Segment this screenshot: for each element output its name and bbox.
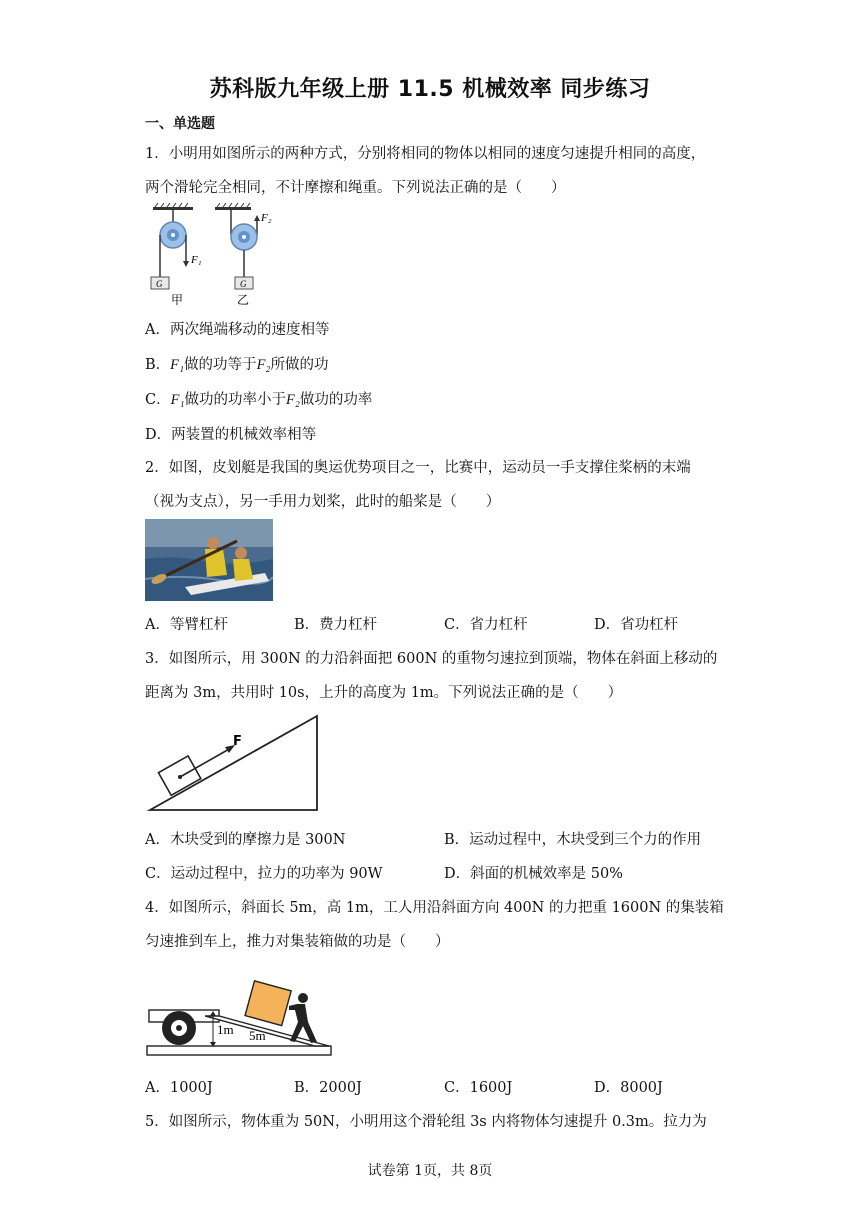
- q1-stem-line2: 两个滑轮完全相同，不计摩擦和绳重。下列说法正确的是（ ）: [145, 180, 566, 196]
- q1-pulley-figure: [145, 203, 285, 307]
- q1-ceiling-left: [153, 207, 193, 210]
- q2-canoe-photo: [145, 519, 273, 601]
- q1-option-d[interactable]: D．两装置的机械效率相等: [145, 427, 317, 443]
- q1-f1-arrow: [183, 261, 189, 267]
- svg-text:G: G: [240, 279, 247, 289]
- q1-label-jia: 甲: [171, 293, 184, 307]
- q1-f2-label: F₂: [261, 212, 272, 224]
- page-title: 苏科版九年级上册 11.5 机械效率 同步练习: [209, 77, 651, 102]
- q2-option-a[interactable]: A．等臂杠杆: [145, 617, 228, 633]
- svg-text:G: G: [156, 279, 163, 289]
- q3-force-label: F: [233, 734, 242, 749]
- q3-stem-line1: 3．如图所示，用 300N 的力沿斜面把 600N 的重物匀速拉到顶端，物体在斜面上移动的: [145, 651, 718, 667]
- q1-ceiling-right: [215, 207, 251, 210]
- q4-length-label: 5m: [249, 1028, 266, 1043]
- q2-option-b[interactable]: B．费力杠杆: [294, 617, 378, 633]
- q4-option-d[interactable]: D．8000J: [594, 1080, 663, 1096]
- q2-option-d[interactable]: D．省功杠杆: [594, 617, 679, 633]
- q4-option-b[interactable]: B．2000J: [294, 1080, 362, 1096]
- q1-ceiling-hatch-left: [155, 203, 188, 207]
- q4-height-label: 1m: [217, 1022, 234, 1037]
- q3-stem-line2: 距离为 3m，共用时 10s，上升的高度为 1m。下列说法正确的是（ ）: [145, 685, 623, 701]
- page-footer: 试卷第 1页，共 8页: [367, 1163, 493, 1179]
- q4-option-a[interactable]: A．1000J: [145, 1080, 213, 1096]
- q4-option-c[interactable]: C．1600J: [444, 1080, 513, 1096]
- q4-ground: [147, 1046, 331, 1055]
- q1-option-b[interactable]: B．F₁做的功等于F₂所做的功: [145, 357, 329, 373]
- q1-option-a[interactable]: A．两次绳端移动的速度相等: [145, 322, 330, 338]
- q1-option-c[interactable]: C．F₁做功的功率小于F₂做功的功率: [145, 392, 373, 408]
- q3-incline-figure: [145, 712, 325, 816]
- q4-ramp-figure: [145, 976, 335, 1060]
- q3-option-d[interactable]: D．斜面的机械效率是 50%: [444, 866, 623, 882]
- q1-stem-line1: 1．小明用如图所示的两种方式，分别将相同的物体以相同的速度匀速提升相同的高度，: [145, 146, 706, 162]
- q2-stem-line1: 2．如图，皮划艇是我国的奥运优势项目之一，比赛中，运动员一手支撑住桨柄的末端: [145, 460, 691, 476]
- q4-stem-line1: 4．如图所示，斜面长 5m，高 1m，工人用沿斜面方向 400N 的力把重 1600N 的集装箱: [145, 900, 724, 916]
- q3-option-c[interactable]: C．运动过程中，拉力的功率为 90W: [145, 866, 383, 882]
- q1-label-yi: 乙: [237, 293, 250, 307]
- q3-option-a[interactable]: A．木块受到的摩擦力是 300N: [145, 832, 346, 848]
- q1-f1-label: F₁: [191, 254, 202, 266]
- q1-f2-arrow: [254, 215, 260, 221]
- q4-container-box: [245, 981, 291, 1026]
- q4-worker: [298, 993, 308, 1003]
- q4-stem-line2: 匀速推到车上，推力对集装箱做的功是（ ）: [145, 934, 450, 950]
- section-heading: 一、单选题: [145, 116, 215, 132]
- q2-option-c[interactable]: C．省力杠杆: [444, 617, 528, 633]
- q3-option-b[interactable]: B．运动过程中，木块受到三个力的作用: [444, 832, 702, 848]
- q5-stem-line1: 5．如图所示，物体重为 50N，小明用这个滑轮组 3s 内将物体匀速提升 0.3m。拉力为: [145, 1114, 707, 1130]
- q2-stem-line2: （视为支点），另一手用力划桨，此时的船桨是（ ）: [145, 494, 501, 510]
